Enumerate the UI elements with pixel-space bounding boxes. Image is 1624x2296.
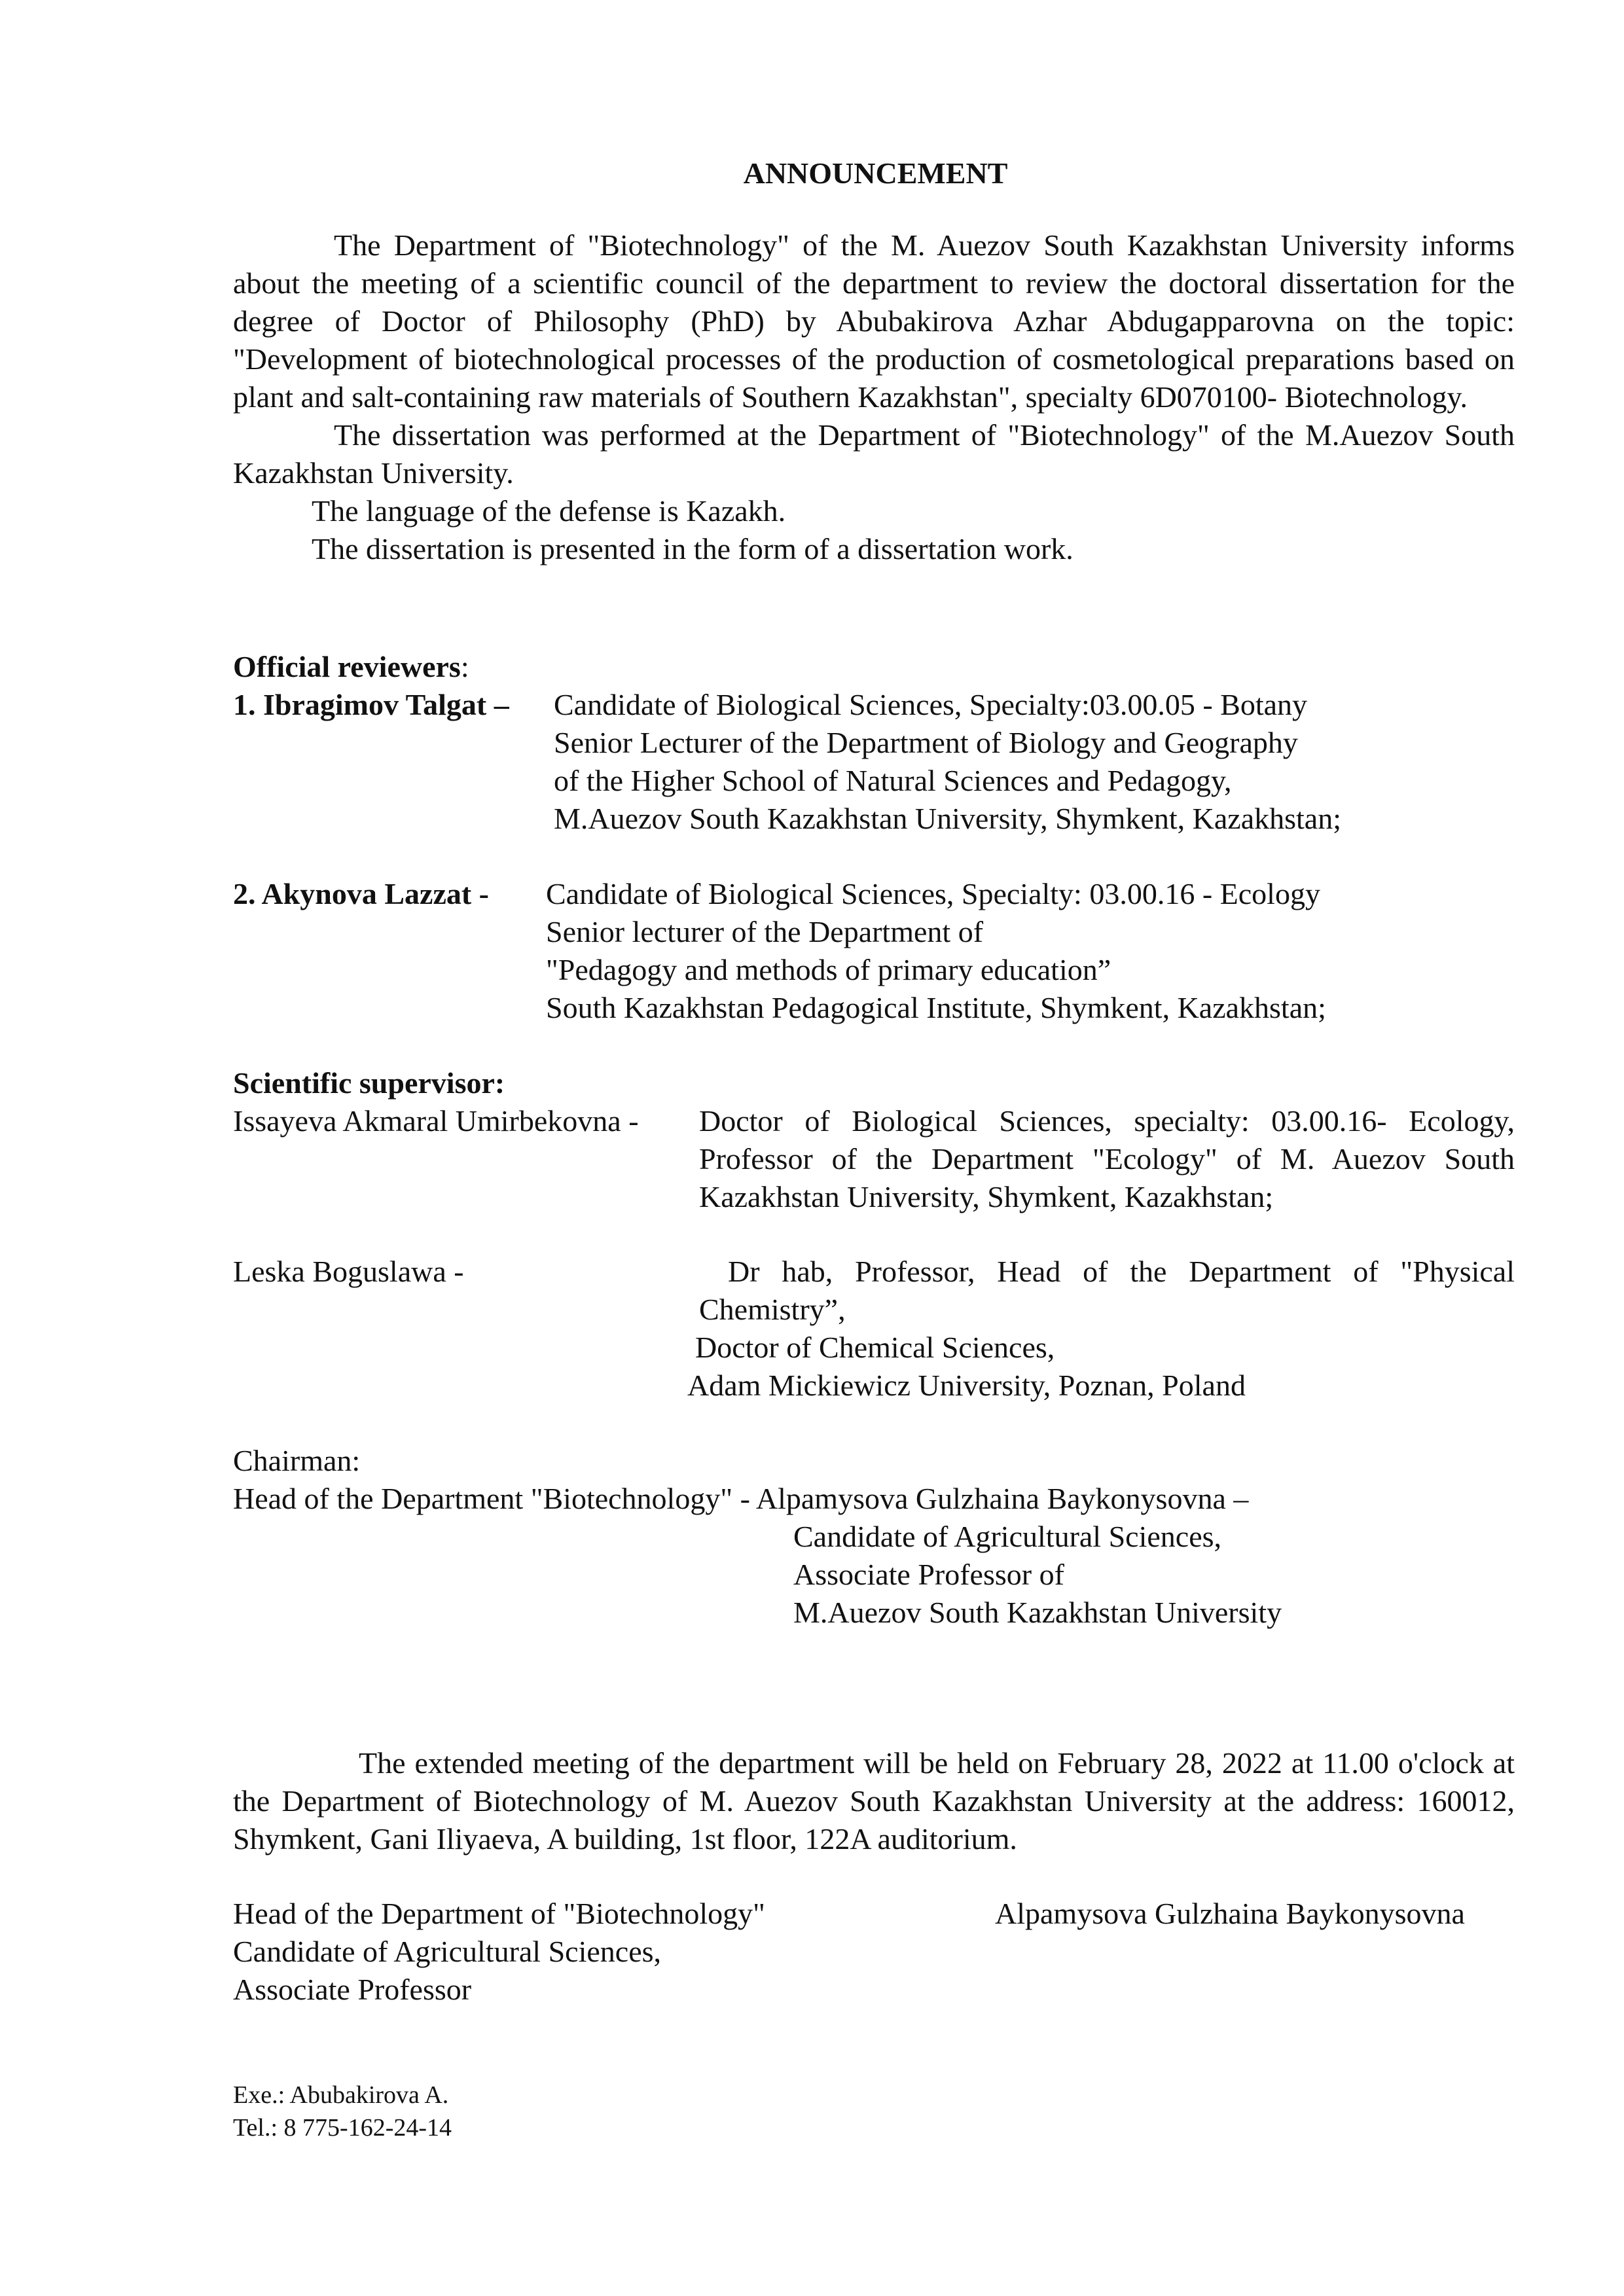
chairman-details xyxy=(793,1518,1282,1632)
signature-position xyxy=(233,1895,765,2009)
signature-position-line: Head of the Department of "Biotechnology" xyxy=(233,1897,765,1930)
reviewer-2-line: South Kazakhstan Pedagogical Institute, Shymkent, Kazakhstan; xyxy=(546,991,1326,1024)
signature-position-line: Candidate of Agricultural Sciences, xyxy=(233,1935,662,1968)
reviewer-1-line: Senior Lecturer of the Department of Biology and Geography xyxy=(554,726,1298,759)
form-line: The dissertation is presented in the form of a dissertation work. xyxy=(312,532,1074,565)
reviewer-2-name: 2. Akynova Lazzat - xyxy=(233,877,489,910)
supervisors-heading: Scientific supervisor: xyxy=(233,1066,505,1100)
chairman-detail-line: Candidate of Agricultural Sciences, xyxy=(793,1520,1222,1553)
supervisor-1-line: Kazakhstan University, Shymkent, Kazakhstan; xyxy=(699,1180,1274,1213)
supervisor-1-details xyxy=(699,1102,1515,1216)
reviewers-heading xyxy=(233,648,469,686)
reviewer-1-line: Candidate of Biological Sciences, Specialty:03.00.05 - Botany xyxy=(554,688,1308,721)
reviewer-2-line: Candidate of Biological Sciences, Specialty: 03.00.16 - Ecology xyxy=(546,877,1320,910)
reviewer-1-name: 1. Ibragimov Talgat – xyxy=(233,688,509,721)
reviewer-2-line: "Pedagogy and methods of primary education” xyxy=(546,953,1111,986)
language-line: The language of the defense is Kazakh. xyxy=(312,494,786,528)
signature-position-line: Associate Professor xyxy=(233,1973,472,2006)
reviewer-2-line: Senior lecturer of the Department of xyxy=(546,915,984,948)
reviewer-1-line: M.Auezov South Kazakhstan University, Shymkent, Kazakhstan; xyxy=(554,802,1342,835)
chairman-heading: Chairman: xyxy=(233,1444,361,1477)
supervisor-2-line: Dr hab, Professor, Head of the Department of "Physical xyxy=(728,1255,1515,1288)
supervisor-2-details xyxy=(687,1253,1515,1405)
chairman-line: Head of the Department "Biotechnology" - Alpamysova Gulzhaina Baykonysovna – xyxy=(233,1482,1249,1515)
performed-paragraph: The dissertation was performed at the Department of "Biotechnology" of the M.Auezov South Kazakhstan University. xyxy=(233,418,1515,490)
supervisor-2-line: Chemistry”, xyxy=(699,1293,846,1326)
footer-contact xyxy=(233,2079,452,2144)
signature-name: Alpamysova Gulzhaina Baykonysovna xyxy=(995,1897,1465,1930)
supervisor-1-line: Professor of the Department "Ecology" of M. Auezov South xyxy=(699,1142,1515,1175)
document-title: ANNOUNCEMENT xyxy=(743,156,1008,190)
reviewer-1-line: of the Higher School of Natural Sciences and Pedagogy, xyxy=(554,764,1232,797)
reviewer-2-details xyxy=(546,875,1326,1027)
supervisor-2-line: Adam Mickiewicz University, Poznan, Poland xyxy=(687,1369,1246,1402)
reviewers-heading-colon: : xyxy=(460,650,469,683)
supervisor-2-name: Leska Boguslawa - xyxy=(233,1255,464,1288)
supervisor-1-line: Doctor of Biological Sciences, specialty: 03.00.16- Ecology, xyxy=(699,1104,1515,1138)
reviewer-1-details xyxy=(554,686,1341,838)
intro-section xyxy=(233,226,1515,568)
reviewers-heading-text: Official reviewers xyxy=(233,650,461,683)
executor-line: Exe.: Abubakirova A. xyxy=(233,2081,449,2109)
phone-line: Tel.: 8 775-162-24-14 xyxy=(233,2114,452,2142)
supervisor-2-line: Doctor of Chemical Sciences, xyxy=(695,1331,1055,1364)
intro-paragraph: The Department of "Biotechnology" of the M. Auezov South Kazakhstan University informs about the meeting of a scientific council of the department to review the doctoral dissertation for the degree of Doctor of Philosophy (PhD) by Abubakirova Azhar Abdugapparovna on the topic: "Development of biotechnological processes of the production of cosmetological preparations based on plant and salt-containing raw materials of Southern Kazakhstan", specialty 6D070100- Biotechnology. xyxy=(233,228,1515,414)
chairman-detail-line: Associate Professor of xyxy=(793,1558,1064,1591)
chairman-detail-line: M.Auezov South Kazakhstan University xyxy=(793,1596,1282,1629)
meeting-section xyxy=(233,1744,1515,1858)
meeting-paragraph: The extended meeting of the department will be held on February 28, 2022 at 11.00 o'clock at the Department of Biotechnology of M. Auezov South Kazakhstan University at the address: 160012, Shymkent, Gani Iliyaeva, A building, 1st floor, 122A auditorium. xyxy=(233,1746,1515,1856)
supervisor-1-name: Issayeva Akmaral Umirbekovna - xyxy=(233,1104,639,1138)
